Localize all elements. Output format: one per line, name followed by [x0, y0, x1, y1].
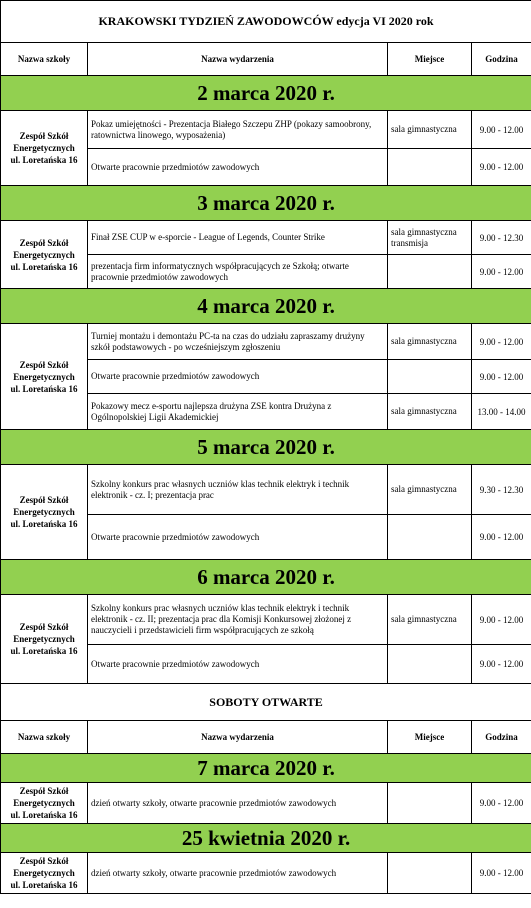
date-row — [1, 560, 531, 595]
school-line: Energetycznych — [13, 371, 75, 382]
table-row — [1, 111, 531, 149]
event-name: prezentacja firm informatycznych współpracujących ze Szkołą; otwarte pracownie przedmiotów zawodowych — [88, 255, 388, 289]
header-event: Nazwa wydarzenia — [88, 43, 388, 76]
event-name: dzień otwarty szkoły, otwarte pracownie przedmiotów zawodowych — [88, 783, 388, 824]
event-time: 9.30 - 12.30 — [472, 465, 531, 515]
date-label: 2 marca 2020 r. — [1, 76, 531, 111]
date-row — [1, 754, 531, 783]
saturdays-row — [1, 684, 531, 721]
saturdays-title: SOBOTY OTWARTE — [1, 684, 531, 721]
school-cell — [1, 221, 88, 289]
school-cell — [1, 324, 88, 430]
school-line: ul. Loretańska 16 — [10, 646, 78, 656]
school-cell — [1, 783, 88, 824]
school-line: ul. Loretańska 16 — [10, 810, 78, 820]
event-time: 9.00 - 12.00 — [472, 853, 531, 894]
school-line: Energetycznych — [13, 143, 75, 153]
date-row — [1, 76, 531, 111]
header-time: Godzina — [472, 721, 531, 754]
event-name: Szkolny konkurs prac własnych uczniów klas technik elektryk i technik elektronik - cz. I; prezentacja prac — [88, 465, 388, 515]
event-place — [388, 645, 472, 684]
header-time: Godzina — [472, 43, 531, 76]
school-cell — [1, 595, 88, 684]
event-place — [388, 515, 472, 560]
event-place: sala gimnastyczna — [388, 595, 472, 645]
header-place: Miejsce — [388, 721, 472, 754]
event-name: Turniej montażu i demontażu PC-ta na czas do udziału zapraszamy drużyny szkół podstawowych - po wcześniejszym zgłoszeniu — [88, 324, 388, 360]
event-name: Pokaz umiejętności - Prezentacja Białego Szczepu ZHP (pokazy samoobrony, ratownictwa linowego, wyposażenia) — [88, 111, 388, 149]
event-name: Szkolny konkurs prac własnych uczniów klas technik elektryk i technik elektronik - cz. II; prezentacja prac dla Komisji Konkursowej złożonej z nauczycieli i przedstawicieli firm współpracujących ze szkołą — [88, 595, 388, 645]
event-name: dzień otwarty szkoły, otwarte pracownie przedmiotów zawodowych — [88, 853, 388, 894]
event-name: Otwarte pracownie przedmiotów zawodowych — [88, 149, 388, 186]
event-place — [388, 360, 472, 394]
school-line: Energetycznych — [13, 634, 75, 644]
table-row — [1, 221, 531, 255]
school-line: Zespół Szkół — [19, 131, 69, 141]
school-line: Zespół Szkół — [19, 622, 69, 632]
header-school: Nazwa szkoły — [1, 43, 88, 76]
school-line: ul. Loretańska 16 — [10, 261, 78, 272]
school-line: ul. Loretańska 16 — [10, 383, 78, 394]
school-line: ul. Loretańska 16 — [10, 880, 78, 890]
header-school: Nazwa szkoły — [1, 721, 88, 754]
school-line: ul. Loretańska 16 — [10, 155, 78, 165]
date-row — [1, 430, 531, 465]
event-name: Pokazowy mecz e-sportu najlepsza drużyna ZSE kontra Drużyna z Ogólnopolskiej Ligii Akademickiej — [88, 394, 388, 430]
date-label: 3 marca 2020 r. — [1, 186, 531, 221]
school-line: Energetycznych — [13, 507, 75, 517]
event-place — [388, 783, 472, 824]
event-time: 9.00 - 12.00 — [472, 255, 531, 289]
school-line: Zespół Szkół — [19, 495, 69, 505]
event-time: 13.00 - 14.00 — [472, 394, 531, 430]
event-name: Otwarte pracownie przedmiotów zawodowych — [88, 360, 388, 394]
table-row — [1, 595, 531, 645]
event-time: 9.00 - 12.00 — [472, 111, 531, 149]
event-name: Finał ZSE CUP w e-sporcie - League of Legends, Counter Strike — [88, 221, 388, 255]
event-name: Otwarte pracownie przedmiotów zawodowych — [88, 515, 388, 560]
page-title: KRAKOWSKI TYDZIEŃ ZAWODOWCÓW edycja VI 2020 rok — [1, 1, 531, 43]
event-time: 9.00 - 12.00 — [472, 515, 531, 560]
school-line: ul. Loretańska 16 — [10, 519, 78, 529]
table-row — [1, 324, 531, 360]
table-header — [1, 721, 531, 754]
event-place — [388, 149, 472, 186]
event-place: sala gimnastyczna — [388, 111, 472, 149]
table-row — [1, 783, 531, 824]
school-line: Zespół Szkół — [19, 786, 69, 796]
table-row — [1, 853, 531, 894]
date-row — [1, 289, 531, 324]
header-place: Miejsce — [388, 43, 472, 76]
event-time: 9.00 - 12.00 — [472, 324, 531, 360]
event-time: 9.00 - 12.00 — [472, 645, 531, 684]
event-time: 9.00 - 12.00 — [472, 783, 531, 824]
header-event: Nazwa wydarzenia — [88, 721, 388, 754]
school-line: Zespół Szkół — [19, 237, 69, 248]
school-line: Zespół Szkół — [19, 856, 69, 866]
school-line: Energetycznych — [13, 868, 75, 878]
event-time: 9.00 - 12.00 — [472, 595, 531, 645]
event-time: 9.00 - 12.00 — [472, 149, 531, 186]
school-cell — [1, 111, 88, 186]
event-time: 9.00 - 12.30 — [472, 221, 531, 255]
event-place: sala gimnastyczna transmisja — [388, 221, 472, 255]
table-header — [1, 43, 531, 76]
school-line: Zespół Szkół — [19, 359, 69, 370]
date-label: 5 marca 2020 r. — [1, 430, 531, 465]
school-line: Energetycznych — [13, 798, 75, 808]
event-place — [388, 853, 472, 894]
event-place: sala gimnastyczna — [388, 465, 472, 515]
date-label: 6 marca 2020 r. — [1, 560, 531, 595]
date-row — [1, 186, 531, 221]
date-label: 4 marca 2020 r. — [1, 289, 531, 324]
table-row — [1, 465, 531, 515]
date-label: 7 marca 2020 r. — [1, 754, 531, 783]
event-time: 9.00 - 12.00 — [472, 360, 531, 394]
date-label: 25 kwietnia 2020 r. — [1, 824, 531, 853]
school-cell — [1, 465, 88, 560]
event-place — [388, 255, 472, 289]
school-cell — [1, 853, 88, 894]
date-row — [1, 824, 531, 853]
event-place: sala gimnastyczna — [388, 394, 472, 430]
event-place: sala gimnastyczna — [388, 324, 472, 360]
school-line: Energetycznych — [13, 249, 75, 260]
event-name: Otwarte pracownie przedmiotów zawodowych — [88, 645, 388, 684]
